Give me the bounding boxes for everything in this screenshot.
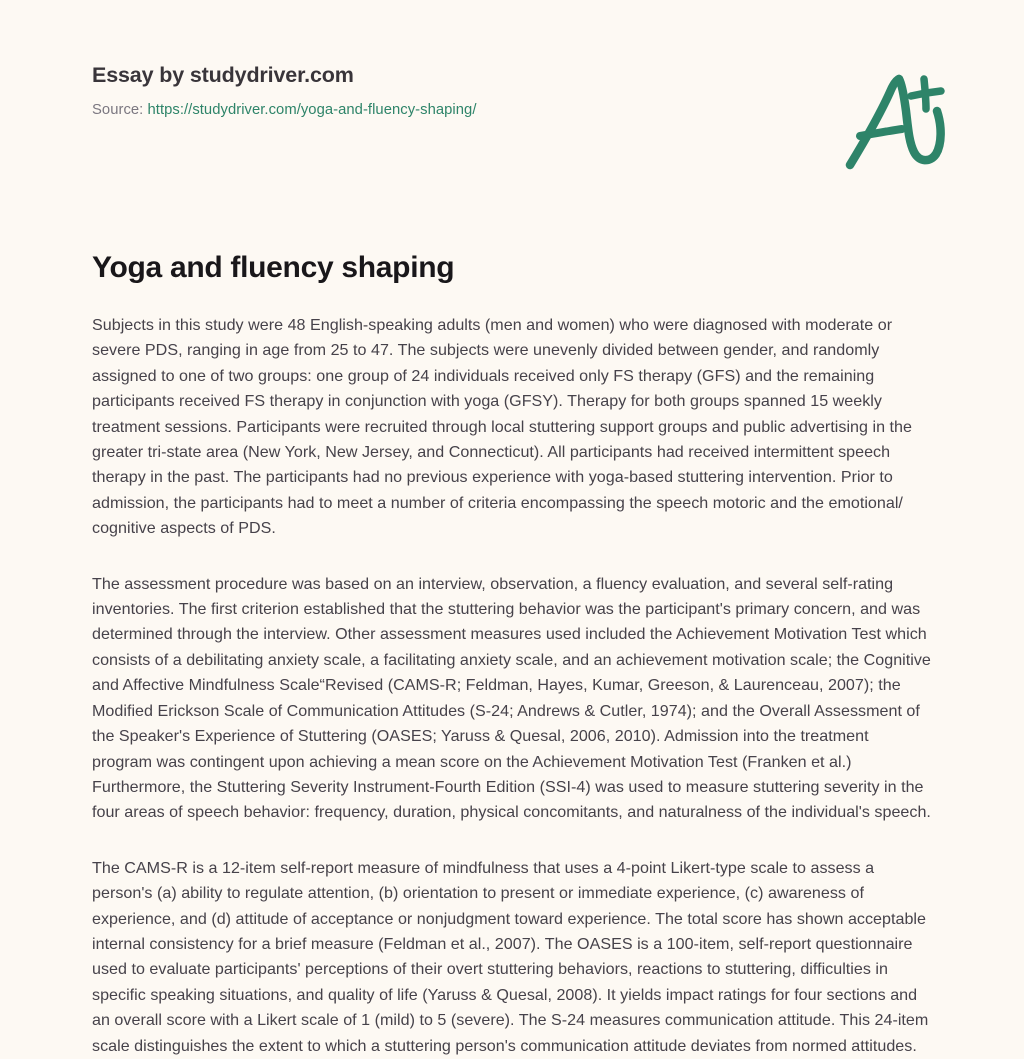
source-url-link[interactable]: https://studydriver.com/yoga-and-fluency-shaping/: [147, 101, 477, 118]
paragraph-1: Subjects in this study were 48 English-speaking adults (men and women) who were diagnosed with moderate or severe PDS, ranging in age from 25 to 47. The subjects were unevenly divided between gender, and randomly assigned to one of two groups: one group of 24 individuals received only FS therapy (GFS) and the remaining participants received FS therapy in conjunction with yoga (GFSY). Therapy for both groups spanned 15 weekly treatment sessions. Participants were recruited through local stuttering support groups and public advertising in the greater tri-state area (New York, New Jersey, and Connecticut). All participants had received intermittent speech therapy in the past. The participants had no previous experience with yoga-based stuttering intervention. Prior to admission, the participants had to meet a number of criteria encompassing the speech motoric and the emotional/ cognitive aspects of PDS.: [92, 316, 912, 538]
a-plus-logo-icon: [840, 66, 950, 178]
essay-body: [92, 313, 932, 1059]
source-line: [92, 101, 944, 120]
page-title: Yoga and fluency shaping: [92, 251, 455, 284]
a-plus-logo[interactable]: [840, 66, 950, 178]
paragraph-3: The CAMS-R is a 12-item self-report measure of mindfulness that uses a 4-point Likert-type scale to assess a person's (a) ability to regulate attention, (b) orientation to present or immediate experience, (c) awareness of experience, and (d) attitude of acceptance or nonjudgment toward experience. The total score has shown acceptable internal consistency for a brief measure (Feldman et al., 2007). The OASES is a 100-item, self-report questionnaire used to evaluate participants' perceptions of their overt stuttering behaviors, reactions to stuttering, difficulties in specific speaking situations, and quality of life (Yaruss & Quesal, 2008). It yields impact ratings for four sections and an overall score with a Likert scale of 1 (mild) to 5 (severe). The S-24 measures communication attitude. This 24-item scale distinguishes the extent to which a stuttering person's communication attitude deviates from normed attitudes.: [92, 858, 929, 1055]
paragraph-2: The assessment procedure was based on an interview, observation, a fluency evaluation, and several self-rating inventories. The first criterion established that the stuttering behavior was the participant's primary concern, and was determined through the interview. Other assessment measures used included the Achievement Motivation Test which consists of a debilitating anxiety scale, a facilitating anxiety scale, and an achievement motivation scale; the Cognitive and Affective Mindfulness Scale“Revised (CAMS-R; Feldman, Hayes, Kumar, Greeson, & Laurenceau, 2007); the Modified Erickson Scale of Communication Attitudes (S-24; Andrews & Cutler, 1974); and the Overall Assessment of the Speaker's Experience of Stuttering (OASES; Yaruss & Quesal, 2006, 2010). Admission into the treatment program was contingent upon achieving a mean score on the Achievement Motivation Test (Franken et al.) Furthermore, the Stuttering Severity Instrument-Fourth Edition (SSI-4) was used to measure stuttering severity in the four areas of speech behavior: frequency, duration, physical concomitants, and naturalness of the individual's speech.: [92, 574, 931, 822]
source-label: Source:: [92, 101, 148, 118]
page-header: [92, 62, 944, 120]
essay-by-heading: Essay by studydriver.com: [92, 63, 354, 87]
